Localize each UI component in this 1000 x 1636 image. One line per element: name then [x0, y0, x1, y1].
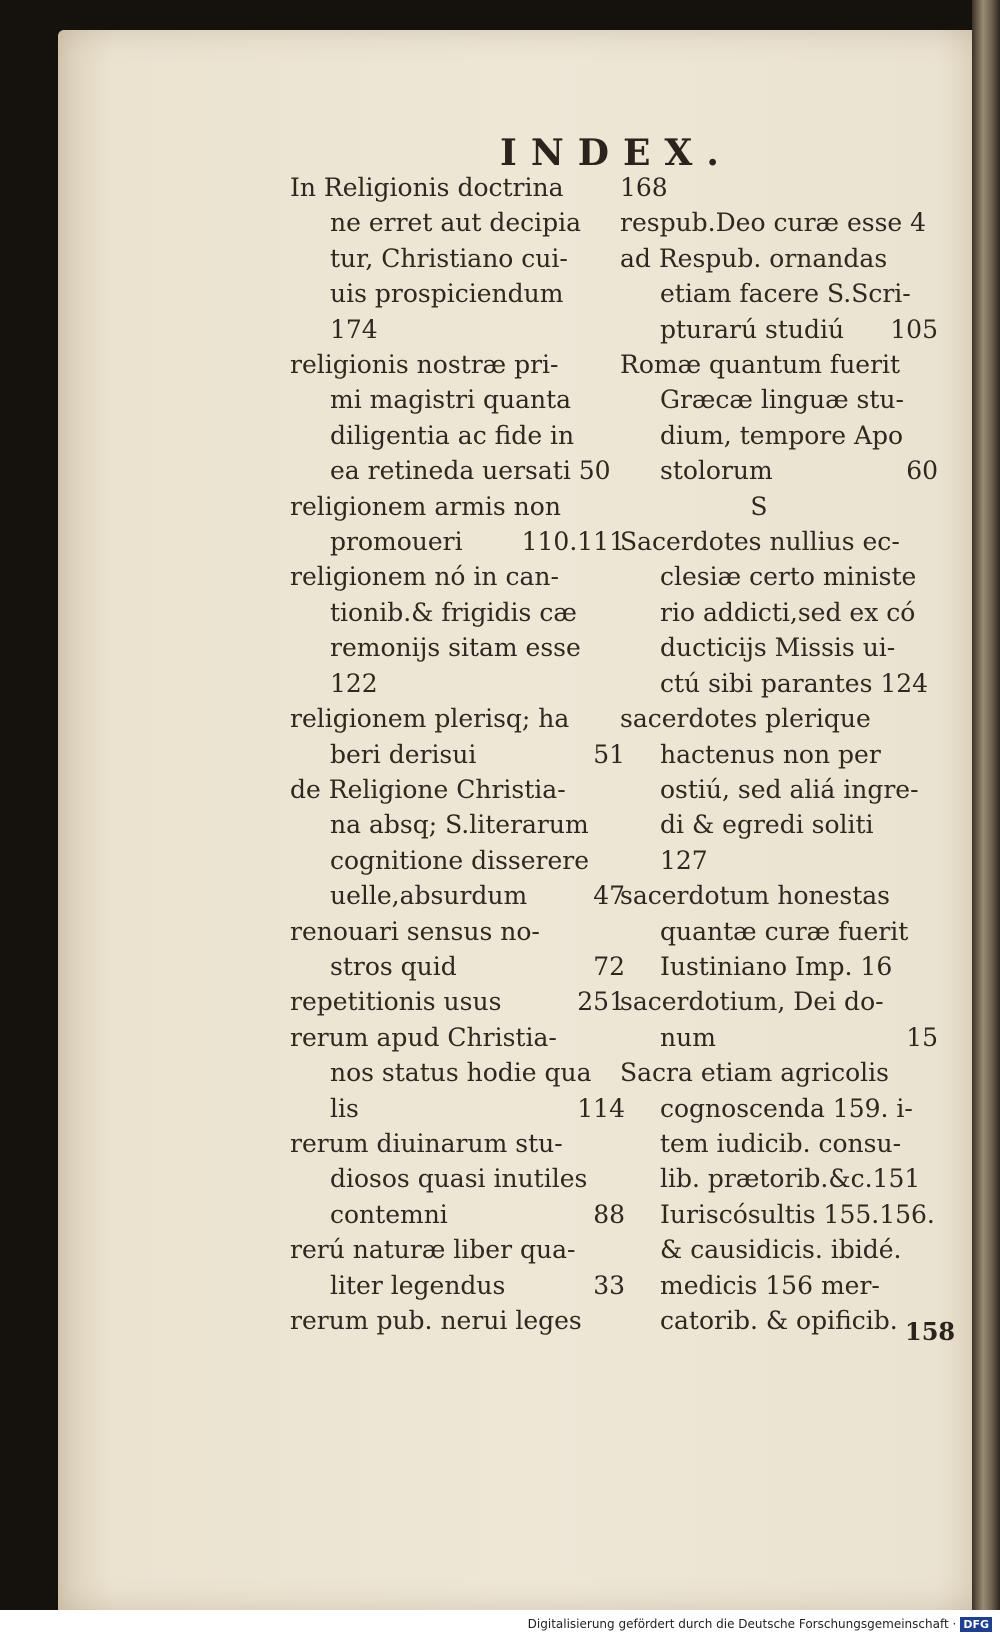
page-number: 127 [660, 845, 708, 875]
page-number: 122 [330, 668, 378, 698]
index-entry [620, 701, 938, 878]
entry-line: tem iudicib. consu- [660, 1128, 902, 1158]
entry-line: lis [330, 1093, 359, 1123]
entry-line: di & egredi soliti [660, 810, 874, 840]
entry-line: uis prospiciendum [330, 279, 564, 309]
index-entry [290, 1303, 625, 1338]
index-column-right [620, 170, 938, 1338]
entry-line: sacerdotium, Dei do- [620, 987, 884, 1017]
entry-line: stros quid [330, 951, 457, 981]
page-number: 174 [330, 314, 378, 344]
index-entry [620, 170, 938, 205]
page-number: 60 [906, 456, 938, 486]
entry-line: ostiú, sed aliá ingre- [660, 774, 919, 804]
index-entry [620, 984, 938, 1055]
entry-line: etiam facere S.Scri- [660, 279, 911, 309]
entry-page-line [620, 312, 938, 347]
entry-page-line [290, 1197, 625, 1232]
entry-line: cognoscenda 159. i- [660, 1093, 913, 1123]
footer-text: Digitalisierung gefördert durch die Deutsche Forschungsgemeinschaft · [527, 1617, 957, 1631]
entry-line: ducticijs Missis ui- [660, 633, 896, 663]
index-entry [620, 1055, 938, 1338]
page-number: 47 [593, 881, 625, 911]
entry-line: religionem armis non [290, 491, 561, 521]
entry-page-line [290, 1268, 625, 1303]
entry-line: tur, Christiano cui- [330, 243, 568, 273]
entry-line: renouari sensus no- [290, 916, 540, 946]
entry-line: ne erret aut decipia [330, 208, 582, 238]
entry-line: mi magistri quanta [330, 385, 572, 415]
entry-line: respub.Deo curæ esse 4 [620, 208, 927, 238]
entry-page-line [620, 453, 938, 488]
page-number: 110.111 [521, 527, 625, 557]
page-number: 51 [593, 739, 625, 769]
page-number: 105 [890, 314, 938, 344]
entry-line: ad Respub. ornandas [620, 243, 888, 273]
entry-line: nos status hodie qua [330, 1058, 592, 1088]
catchword: 158 [905, 1317, 956, 1346]
page-number: 15 [906, 1022, 938, 1052]
index-column-left [290, 170, 625, 1338]
entry-page-line [620, 1020, 938, 1055]
index-entry [290, 701, 625, 772]
entry-line: liter legendus [330, 1270, 506, 1300]
entry-line: rerú naturæ liber qua- [290, 1235, 576, 1265]
index-entry [290, 170, 625, 347]
entry-line: medicis 156 mer- [660, 1270, 880, 1300]
entry-page-line [290, 1091, 625, 1126]
entry-page-line [290, 984, 625, 1019]
entry-line: hactenus non per [660, 739, 881, 769]
index-entry [290, 559, 625, 701]
entry-line: tionib.& frigidis cæ [330, 597, 577, 627]
entry-line: Græcæ linguæ stu- [660, 385, 904, 415]
entry-line: Iustiniano Imp. 16 [660, 951, 893, 981]
entry-line: cognitione disserere [330, 845, 590, 875]
entry-line: ea retineda uersati 50 [330, 456, 611, 486]
index-entry [620, 241, 938, 347]
entry-line: repetitionis usus [290, 987, 502, 1017]
entry-line: beri derisui [330, 739, 477, 769]
entry-line: diosos quasi inutiles [330, 1164, 588, 1194]
entry-line: de Religione Christia- [290, 774, 566, 804]
entry-line: num [660, 1022, 716, 1052]
entry-line: na absq; S.literarum [330, 810, 589, 840]
entry-page-line [290, 949, 625, 984]
digitization-footer [0, 1612, 992, 1636]
entry-line: diligentia ac fide in [330, 420, 575, 450]
entry-line: pturarú studiú [660, 314, 845, 344]
entry-line: catorib. & opificib. [660, 1306, 898, 1335]
page-number: 33 [593, 1270, 625, 1300]
index-entry [620, 878, 938, 984]
entry-page-line [290, 878, 625, 913]
entry-line: In Religionis doctrina [290, 173, 564, 202]
entry-line: rio addicti,sed ex có [660, 597, 916, 627]
index-entry [290, 984, 625, 1019]
entry-line: rerum apud Christia- [290, 1022, 557, 1052]
index-entry [290, 1232, 625, 1303]
page-number: 114 [577, 1093, 625, 1123]
entry-line: Iuriscósultis 155.156. [660, 1199, 935, 1229]
page-number: 72 [593, 951, 625, 981]
page-number: 88 [593, 1199, 625, 1229]
entry-line: quantæ curæ fuerit [660, 916, 909, 946]
index-entry [290, 1020, 625, 1126]
entry-line: clesiæ certo ministe [660, 562, 917, 592]
index-entry [620, 205, 938, 240]
entry-line: ctú sibi parantes 124 [660, 668, 929, 698]
entry-line: rerum pub. nerui leges [290, 1306, 582, 1335]
index-entry [290, 1126, 625, 1232]
page-title: INDEX. [500, 132, 733, 174]
entry-line: religionis nostræ pri- [290, 350, 559, 380]
dfg-logo-badge: DFG [960, 1617, 992, 1632]
entry-line: dium, tempore Apo [660, 420, 904, 450]
entry-line: lib. prætorib.&c.151 [660, 1164, 921, 1194]
entry-line: & causidicis. ibidé. [660, 1235, 902, 1265]
entry-page-line [290, 524, 625, 559]
entry-line: promoueri [330, 527, 463, 557]
entry-line: sacerdotum honestas [620, 881, 890, 911]
section-letter: S [750, 491, 768, 521]
book-spine-edge [972, 0, 1000, 1610]
entry-line: sacerdotes plerique [620, 704, 871, 734]
index-entry [290, 347, 625, 489]
page-number: 168 [620, 173, 668, 202]
entry-page-line [290, 737, 625, 772]
entry-line: uelle,absurdum [330, 881, 528, 911]
entry-line: rerum diuinarum stu- [290, 1128, 563, 1158]
entry-line: remonijs sitam esse [330, 633, 581, 663]
index-entry [290, 772, 625, 914]
entry-line: contemni [330, 1199, 448, 1229]
index-entry [620, 347, 938, 489]
entry-line: Sacra etiam agricolis [620, 1058, 889, 1088]
index-entry [290, 914, 625, 985]
entry-line: Sacerdotes nullius ec- [620, 527, 900, 557]
entry-line: religionem nó in can- [290, 562, 559, 592]
entry-line: stolorum [660, 456, 773, 486]
entry-line: Romæ quantum fuerit [620, 350, 901, 380]
page-number: 251 [577, 987, 625, 1017]
index-entry [290, 489, 625, 560]
entry-line: religionem plerisq; ha [290, 704, 570, 734]
index-entry [620, 524, 938, 701]
